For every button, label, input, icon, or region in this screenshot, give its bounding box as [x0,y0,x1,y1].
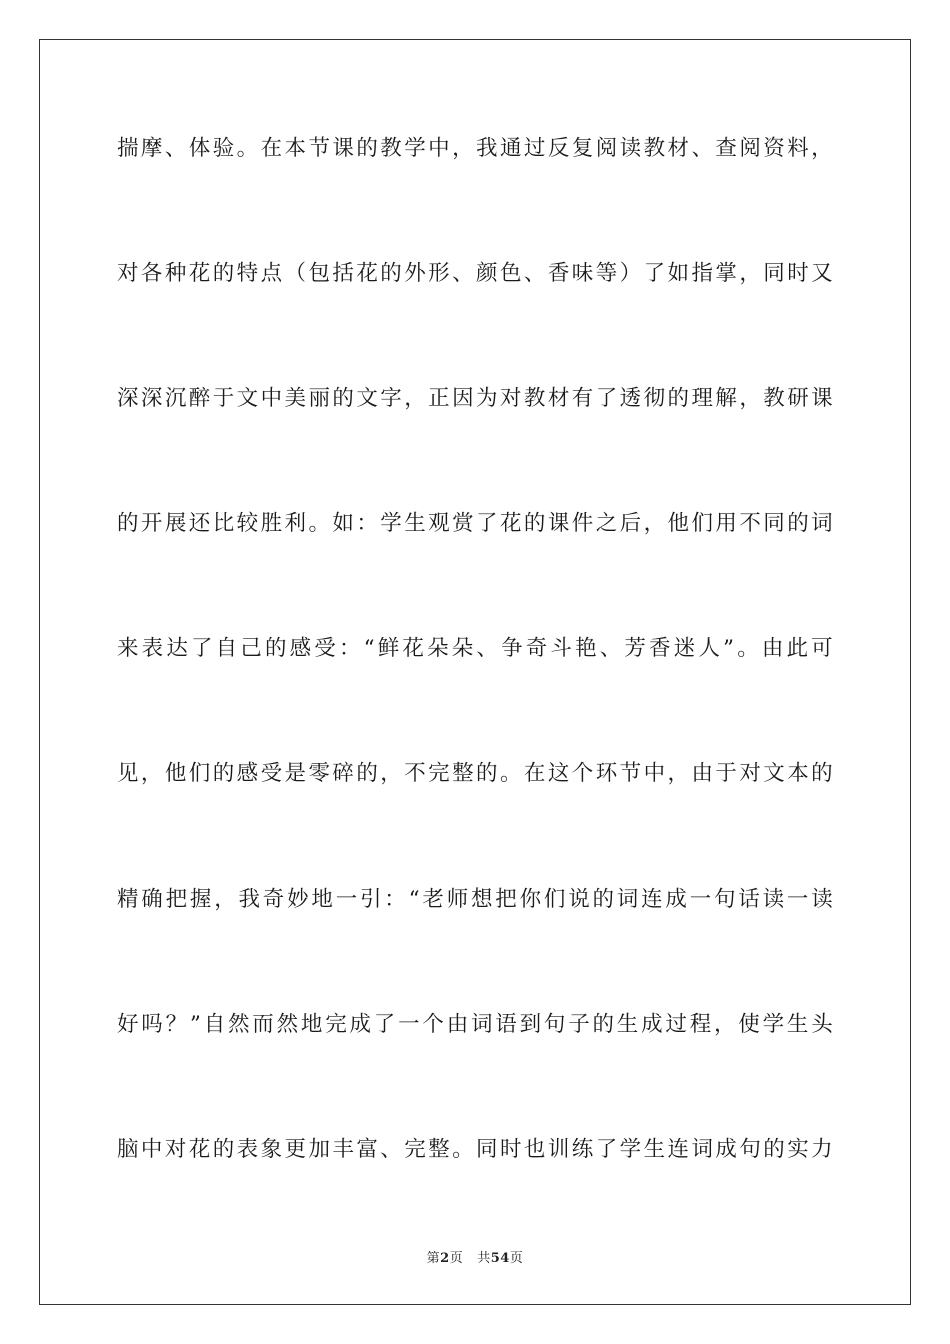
text-line: 脑中对花的表象更加丰富、完整。同时也训练了学生连词成句的实力 [117,1136,833,1162]
text-line: 精确把握，我奇妙地一引：“老师想把你们说的词连成一句话读一读 [117,886,833,912]
text-line: 见，他们的感受是零碎的，不完整的。在这个环节中，由于对文本的 [117,761,833,787]
page-prefix: 第 [426,1251,441,1266]
text-line: 深深沉醉于文中美丽的文字，正因为对教材有了透彻的理解，教研课 [117,386,833,412]
document-body [117,118,833,1244]
text-line: 来表达了自己的感受：“鲜花朵朵、争奇斗艳、芳香迷人”。由此可 [117,636,833,662]
text-line: 揣摩、体验。在本节课的教学中，我通过反复阅读教材、查阅资料， [117,136,833,161]
text-line: 的开展还比较胜利。如：学生观赏了花的课件之后，他们用不同的词 [117,511,833,537]
page-footer [0,1247,950,1266]
total-prefix: 共 [477,1251,491,1266]
text-line: 对各种花的特点（包括花的外形、颜色、香味等）了如指掌，同时又 [117,261,833,287]
total-suffix: 页 [509,1251,524,1266]
page-number: 2 [440,1251,450,1266]
page-suffix: 页 [449,1251,464,1266]
text-line: 好吗？”自然而然地完成了一个由词语到句子的生成过程，使学生头 [117,1011,833,1037]
total-pages: 54 [490,1251,510,1266]
